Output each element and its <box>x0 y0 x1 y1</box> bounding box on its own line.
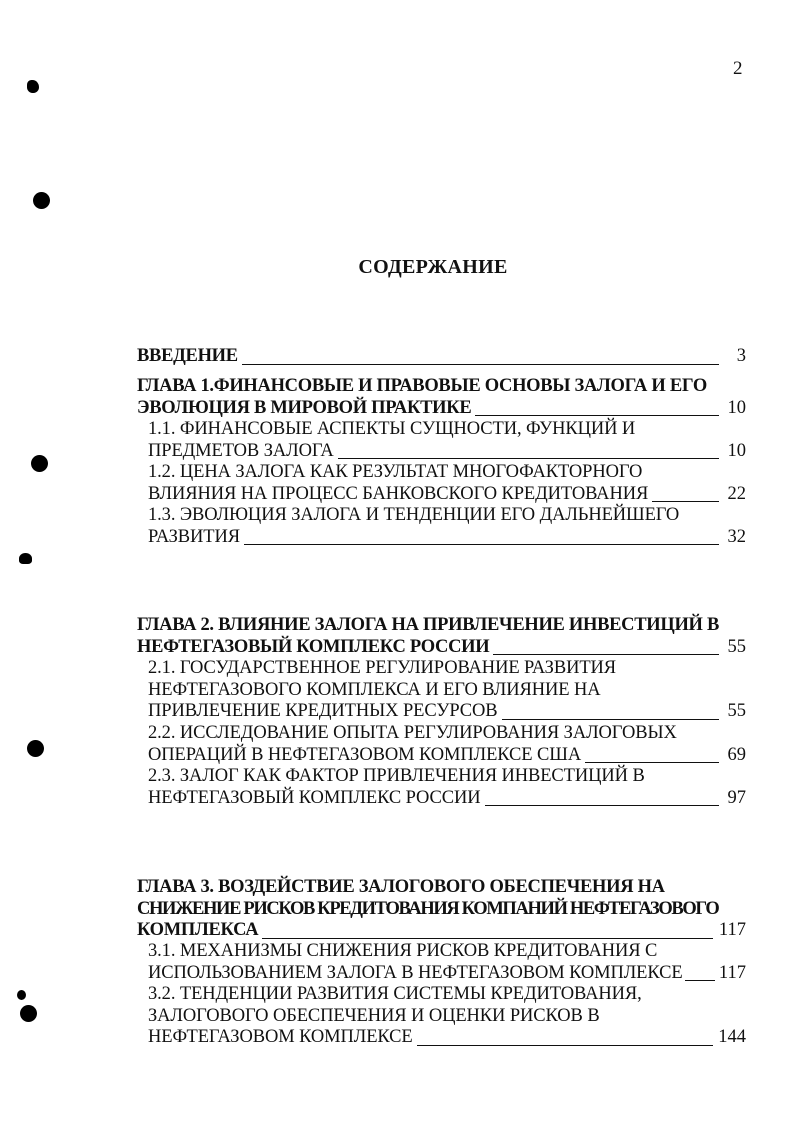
toc-page-number: 144 <box>718 1027 746 1048</box>
section-title-line: НЕФТЕГАЗОВЫЙ КОМПЛЕКС РОССИИ <box>148 787 481 808</box>
section-title-line: 1.2. ЦЕНА ЗАЛОГА КАК РЕЗУЛЬТАТ МНОГОФАКТОРНОГО <box>148 462 643 482</box>
section-title-line: 2.2. ИССЛЕДОВАНИЕ ОПЫТА РЕГУЛИРОВАНИЯ ЗАЛОГОВЫХ <box>148 723 677 743</box>
toc-line <box>137 637 746 659</box>
toc-page-number: 32 <box>727 526 746 547</box>
punch-hole-mark <box>19 553 32 564</box>
punch-hole <box>31 455 48 472</box>
toc-line <box>137 920 746 942</box>
toc-line <box>137 346 746 368</box>
chapter-title-line: ГЛАВА 2. ВЛИЯНИЕ ЗАЛОГА НА ПРИВЛЕЧЕНИЕ ИНВЕСТИЦИЙ В <box>137 615 719 635</box>
toc-line <box>137 398 746 420</box>
section-title-line: 2.1. ГОСУДАРСТВЕННОЕ РЕГУЛИРОВАНИЕ РАЗВИТИЯ <box>148 658 617 678</box>
toc-page-number: 117 <box>718 920 746 941</box>
section-title-line: ВЛИЯНИЯ НА ПРОЦЕСС БАНКОВСКОГО КРЕДИТОВАНИЯ <box>148 483 649 504</box>
leader-line <box>244 528 719 545</box>
toc-line <box>137 701 746 723</box>
toc-line <box>137 527 746 549</box>
leader-line <box>652 485 719 502</box>
toc-line <box>137 745 746 767</box>
chapter-title-line: ГЛАВА 1.ФИНАНСОВЫЕ И ПРАВОВЫЕ ОСНОВЫ ЗАЛОГА И ЕГО <box>137 376 707 396</box>
punch-hole <box>20 1005 37 1022</box>
section-title-line: 3.2. ТЕНДЕНЦИИ РАЗВИТИЯ СИСТЕМЫ КРЕДИТОВАНИЯ, <box>148 984 642 1004</box>
toc-page-number: 97 <box>727 787 746 808</box>
section-title-line: НЕФТЕГАЗОВОГО КОМПЛЕКСА И ЕГО ВЛИЯНИЕ НА <box>148 679 601 700</box>
leader-line <box>502 703 720 720</box>
chapter-title-line: КОМПЛЕКСА <box>137 920 259 941</box>
section-title-line: 3.1. МЕХАНИЗМЫ СНИЖЕНИЯ РИСКОВ КРЕДИТОВАНИЯ С <box>148 941 658 961</box>
leader-line <box>485 789 719 806</box>
section-title-line: ПРЕДМЕТОВ ЗАЛОГА <box>148 440 334 461</box>
toc-line <box>137 1027 746 1049</box>
toc-entry-title: ВВЕДЕНИЕ <box>137 346 238 366</box>
section-title-line: ПРИВЛЕЧЕНИЕ КРЕДИТНЫХ РЕСУРСОВ <box>148 701 498 722</box>
toc-page-number: 10 <box>727 440 746 461</box>
chapter-title-line: НЕФТЕГАЗОВЫЙ КОМПЛЕКС РОССИИ <box>137 636 490 657</box>
punch-hole-mark <box>17 990 26 1000</box>
toc-line <box>137 963 746 985</box>
leader-line <box>338 442 719 459</box>
toc-entry-intro <box>137 346 746 368</box>
toc-line <box>137 441 746 463</box>
punch-hole-mark <box>27 80 39 93</box>
section-title-line: 1.1. ФИНАНСОВЫЕ АСПЕКТЫ СУЩНОСТИ, ФУНКЦИЙ И <box>148 419 636 439</box>
page-number: 2 <box>733 58 743 79</box>
toc-section-2-2 <box>137 723 746 766</box>
toc-line <box>137 788 746 810</box>
section-title-line: ЗАЛОГОВОГО ОБЕСПЕЧЕНИЯ И ОЦЕНКИ РИСКОВ В <box>148 1005 600 1026</box>
section-title-line: РАЗВИТИЯ <box>148 526 240 547</box>
toc-section-3-2 <box>137 984 746 1049</box>
section-title-line: 2.3. ЗАЛОГ КАК ФАКТОР ПРИВЛЕЧЕНИЯ ИНВЕСТИЦИЙ В <box>148 766 645 786</box>
toc-chapter-3 <box>137 877 746 942</box>
toc-page-number: 22 <box>727 483 746 504</box>
leader-line <box>493 638 719 655</box>
punch-hole <box>33 192 50 209</box>
chapter-title-line: ЭВОЛЮЦИЯ В МИРОВОЙ ПРАКТИКЕ <box>137 397 472 418</box>
leader-line <box>685 964 715 981</box>
toc-page-number: 55 <box>727 701 746 722</box>
chapter-title-line: СНИЖЕНИЕ РИСКОВ КРЕДИТОВАНИЯ КОМПАНИЙ НЕФТЕГАЗОВОГО <box>137 898 719 919</box>
section-title-line: ИСПОЛЬЗОВАНИЕМ ЗАЛОГА В НЕФТЕГАЗОВОМ КОМПЛЕКСЕ <box>148 962 683 983</box>
toc-page-number: 55 <box>727 636 746 657</box>
toc-section-3-1 <box>137 941 746 984</box>
leader-line <box>262 922 713 939</box>
toc-chapter-1 <box>137 376 746 419</box>
leader-line <box>417 1029 713 1046</box>
toc-chapter-2 <box>137 615 746 658</box>
toc-page-number: 69 <box>727 744 746 765</box>
section-title-line: НЕФТЕГАЗОВОМ КОМПЛЕКСЕ <box>148 1027 413 1048</box>
toc-page-number: 3 <box>736 346 746 366</box>
page-title: СОДЕРЖАНИЕ <box>358 256 508 278</box>
leader-line <box>585 746 719 763</box>
leader-line <box>475 399 719 416</box>
toc-page-number: 117 <box>718 962 746 983</box>
toc-section-1-1 <box>137 419 746 462</box>
chapter-title-line: ГЛАВА 3. ВОЗДЕЙСТВИЕ ЗАЛОГОВОГО ОБЕСПЕЧЕНИЯ НА <box>137 877 665 897</box>
toc-section-2-1 <box>137 658 746 723</box>
punch-hole <box>27 740 44 757</box>
toc-section-1-2 <box>137 462 746 505</box>
toc-section-1-3 <box>137 505 746 548</box>
section-title-line: ОПЕРАЦИЙ В НЕФТЕГАЗОВОМ КОМПЛЕКСЕ США <box>148 744 582 765</box>
leader-line <box>242 348 719 365</box>
toc-line <box>137 484 746 506</box>
section-title-line: 1.3. ЭВОЛЮЦИЯ ЗАЛОГА И ТЕНДЕНЦИИ ЕГО ДАЛЬНЕЙШЕГО <box>148 505 680 525</box>
toc-section-2-3 <box>137 766 746 809</box>
toc-page-number: 10 <box>727 397 746 418</box>
